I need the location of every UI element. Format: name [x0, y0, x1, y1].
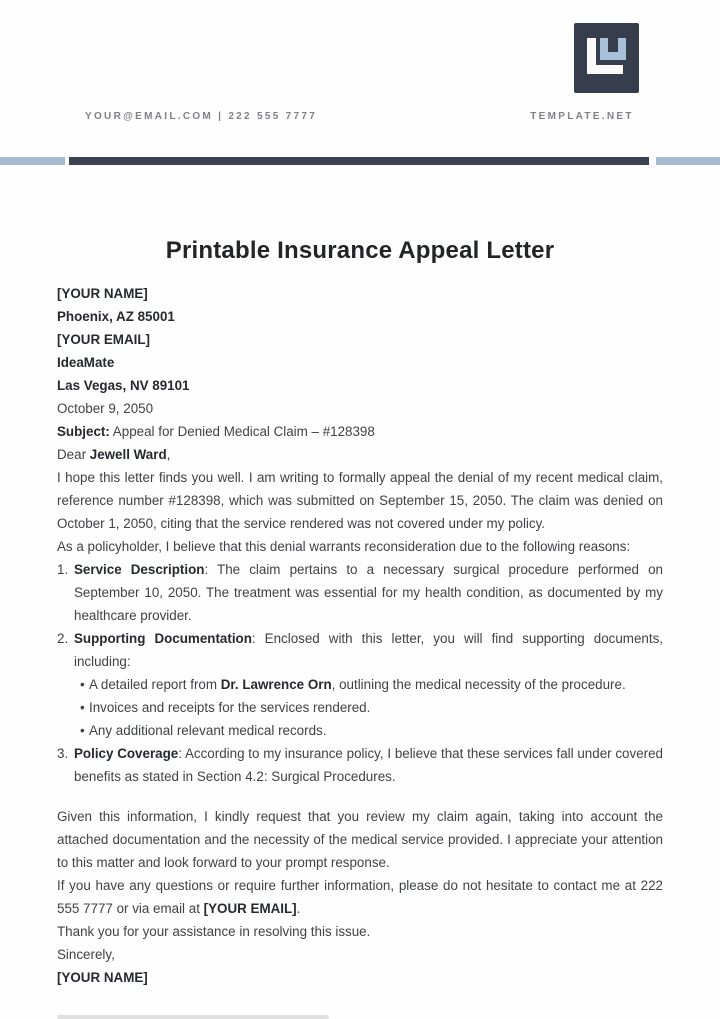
- bullet-item-2: [80, 696, 663, 719]
- list-item-3: [57, 742, 663, 788]
- review-paragraph: Given this information, I kindly request that you review my claim again, taking into account the attached documentation and the necessity of the medical service provided. I appreciate your attention to this matter and look forward to your prompt response.: [57, 809, 663, 870]
- bullet-item-3: [80, 719, 663, 742]
- lu-monogram-icon: [574, 23, 639, 93]
- page-title: Printable Insurance Appeal Letter: [165, 237, 555, 264]
- signature-line: [YOUR NAME]: [57, 970, 148, 985]
- contact-post: .: [296, 901, 301, 916]
- list-item-2: [57, 627, 663, 673]
- paragraph-spacer: [57, 788, 663, 805]
- salutation-post: ,: [166, 447, 171, 462]
- divider-right-accent: [656, 157, 720, 165]
- header-divider: [0, 157, 720, 165]
- list-item-2-lead: Supporting Documentation: [74, 631, 252, 646]
- sender-city-line: Phoenix, AZ 85001: [57, 309, 175, 324]
- sender-name-line: [YOUR NAME]: [57, 286, 148, 301]
- bullet-marker-icon: •: [80, 723, 85, 738]
- subject-text: Appeal for Denied Medical Claim – #128398: [109, 424, 375, 439]
- letter-content: [57, 282, 663, 989]
- divider-left-accent: [0, 157, 65, 165]
- list-item-2-text: : Enclosed with this letter, you will find supporting documents, including:: [74, 631, 663, 669]
- bullet-marker-icon: •: [80, 700, 85, 715]
- contact-bold: [YOUR EMAIL]: [203, 901, 297, 916]
- list-item-3-body: [74, 742, 663, 788]
- list-number-3: 3.: [57, 746, 69, 761]
- list-item-2-body: [74, 627, 663, 673]
- company-city-line: Las Vegas, NV 89101: [57, 378, 190, 393]
- salutation-name: Jewell Ward: [89, 447, 167, 462]
- list-item-1: [57, 558, 663, 627]
- list-item-1-text: : The claim pertains to a necessary surgical procedure performed on September 10, 2050. The treatment was essential for my health condition, as documented by my healthcare provider.: [74, 562, 663, 623]
- salutation-line: [57, 443, 663, 466]
- list-item-3-lead: Policy Coverage: [74, 746, 179, 761]
- subject-label: Subject:: [57, 424, 110, 439]
- contact-paragraph: [57, 874, 663, 920]
- bullet-item-1: [80, 673, 663, 696]
- bullet-item-1-body: [89, 673, 663, 696]
- header-site-text: TEMPLATE.NET: [530, 111, 634, 122]
- bullet-item-2-body: Invoices and receipts for the services rendered.: [89, 700, 371, 715]
- list-number-2: 2.: [57, 631, 69, 646]
- signoff-line: Sincerely,: [57, 947, 115, 962]
- list-item-3-text: : According to my insurance policy, I believe that these services fall under covered benefits as stated in Section 4.2: Surgical Procedures.: [74, 746, 663, 784]
- company-name-line: IdeaMate: [57, 355, 115, 370]
- thanks-line: Thank you for your assistance in resolving this issue.: [57, 924, 371, 939]
- subject-line: [57, 420, 663, 443]
- date-line: October 9, 2050: [57, 401, 154, 416]
- template-net-logo: [574, 23, 639, 93]
- bottom-cutoff-strip: [57, 1015, 329, 1019]
- list-item-1-body: [74, 558, 663, 627]
- divider-bar: [69, 157, 649, 165]
- bullet-1-bold: Dr. Lawrence Orn: [220, 677, 332, 692]
- intro-paragraph: I hope this letter finds you well. I am writing to formally appeal the denial of my recent medical claim, reference number #128398, which was submitted on September 15, 2050. The claim was denied on October 1, 2050, citing that the service rendered was not covered under my policy.: [57, 470, 663, 531]
- reasons-intro-line: As a policyholder, I believe that this denial warrants reconsideration due to the following reasons:: [57, 539, 631, 554]
- bullet-1-pre: A detailed report from: [89, 677, 221, 692]
- sender-email-line: [YOUR EMAIL]: [57, 332, 150, 347]
- bullet-1-post: , outlining the medical necessity of the procedure.: [331, 677, 626, 692]
- list-number-1: 1.: [57, 562, 69, 577]
- list-item-1-lead: Service Description: [74, 562, 205, 577]
- contact-pre: If you have any questions or require further information, please do not hesitate to contact me at 222 555 7777 or via email at: [57, 878, 663, 916]
- bullet-marker-icon: •: [80, 677, 85, 692]
- salutation-pre: Dear: [57, 447, 90, 462]
- bullet-item-3-body: Any additional relevant medical records.: [89, 723, 327, 738]
- header-contact-text: YOUR@EMAIL.COM | 222 555 7777: [85, 111, 318, 122]
